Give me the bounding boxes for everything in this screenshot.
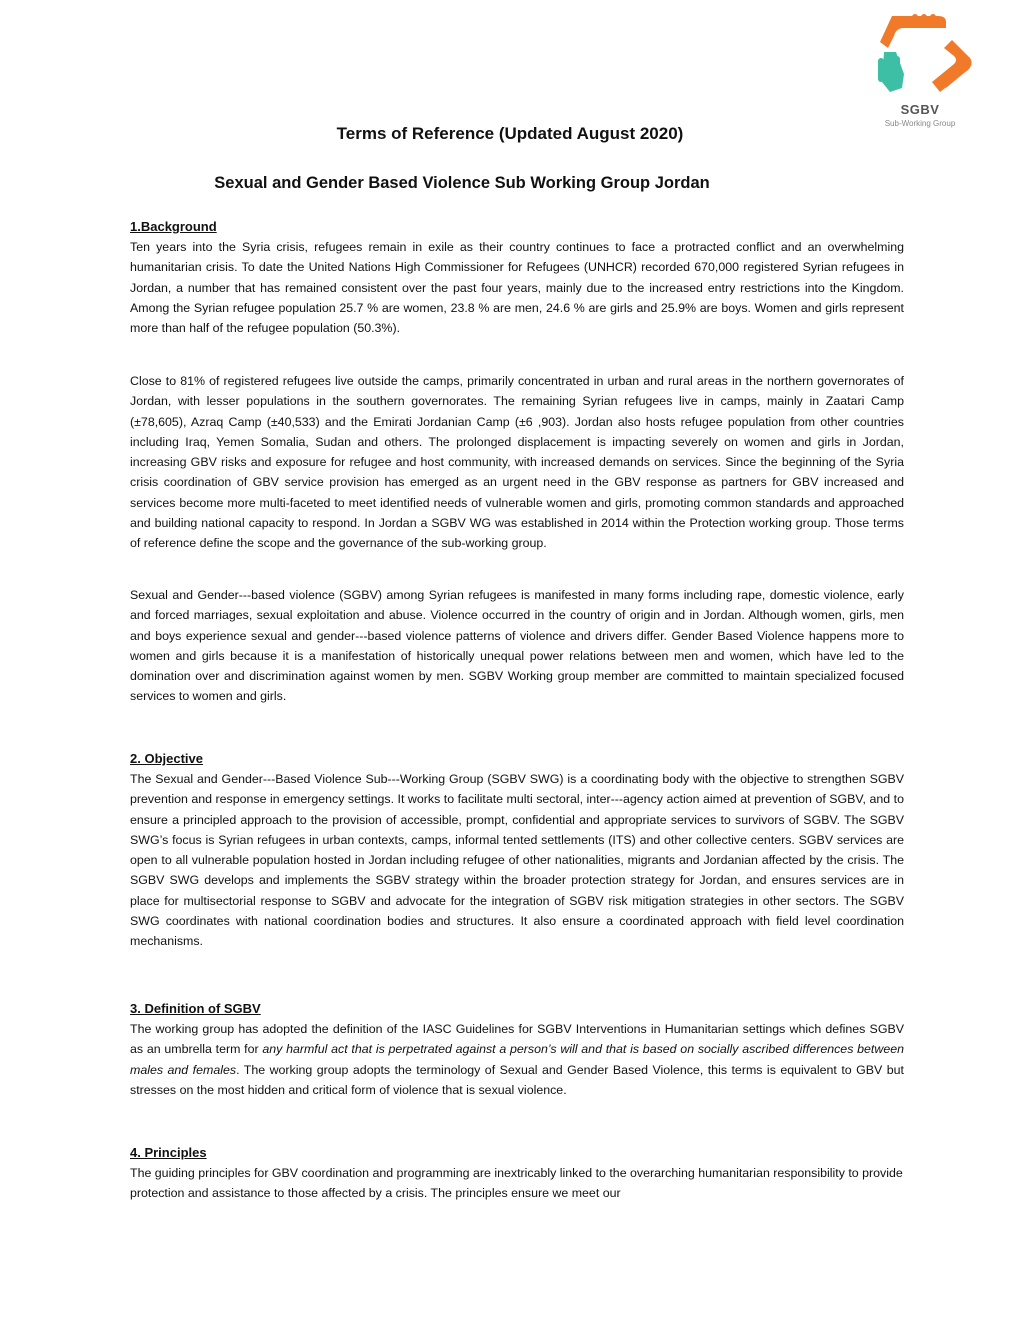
definition-paragraph [130, 1019, 904, 1100]
heading-principles: 4. Principles [130, 1145, 207, 1160]
document-subtitle: Sexual and Gender Based Violence Sub Working Group Jordan [214, 174, 710, 192]
definition-italic-text: any harmful act that is perpetrated against a person’s will and that is based on socially ascribed differences between males and females [130, 1042, 904, 1077]
heading-background: 1.Background [130, 219, 217, 234]
heading-definition: 3. Definition of SGBV [130, 1001, 261, 1016]
heading-objective: 2. Objective [130, 751, 203, 766]
document-title: Terms of Reference (Updated August 2020) [336, 124, 684, 143]
principles-paragraph: The guiding principles for GBV coordination and programming are inextricably linked to the overarching humanitarian responsibility to provide protection and assistance to those affected by a crisis. The principles ensure we meet our [130, 1166, 903, 1201]
background-paragraph-1: Ten years into the Syria crisis, refugees remain in exile as their country continues to face a protracted conflict and an overwhelming humanitarian crisis. To date the United Nations High Commissioner for Refugees (UNHCR) recorded 670,000 registered Syrian refugees in Jordan, a number that has remained consistent over the past four years, mainly due to the increased entry restrictions into the Kingdom. Among the Syrian refugee population 25.7 % are women, 23.8 % are men, 24.6 % are girls and 25.9% are boys. Women and girls represent more than half of the refugee population (50.3%). [130, 240, 904, 336]
logo-subtitle: Sub-Working Group [884, 119, 956, 128]
logo-hand-left [882, 52, 904, 92]
definition-text-start: The working group has adopted the definition of the IASC Guidelines for SGBV Interventions in Humanitarian settings which defines SGBV as an umbrella term for [130, 1022, 904, 1057]
logo-title: SGBV [900, 102, 940, 117]
background-paragraph-3: Sexual and Gender---based violence (SGBV) among Syrian refugees is manifested in many forms including rape, domestic violence, early and forced marriages, sexual exploitation and abuse. Violence occurred in the country of origin and in Jordan. Although women, girls, men and boys experience sexual and gender---based violence patterns of violence and drivers differ. Gender Based Violence happens more to women and girls because it is a manifestation of historically unequal power relations between men and women, which have led to the domination over and discrimination against women by men. SGBV Working group member are committed to maintain specialized focused services to women and girls. [130, 588, 904, 704]
background-paragraph-2: Close to 81% of registered refugees live outside the camps, primarily concentrated in urban and rural areas in the northern governorates of Jordan, with lesser populations in the southern governorates. The remaining Syrian refugees live in camps, mainly in Zaatari Camp (±78,605), Azraq Camp (±40,533) and the Emirati Jordanian Camp (±6 ,903). Jordan also hosts refugee population from other countries including Iraq, Yemen Somalia, Sudan and others. The prolonged displacement is impacting severely on women and girls in Jordan, increasing GBV risks and exposure for refugee and host community, with increased demands on services. Since the beginning of the Syria crisis coordination of GBV service provision has emerged as an urgent need in the GBV response as partners for GBV increased and services become more multi-faceted to meet identified needs of vulnerable women and girls, promoting common standards and approached and building national capacity to respond. In Jordan a SGBV WG was established in 2014 within the Protection working group. Those terms of reference define the scope and the governance of the sub-working group. [130, 374, 904, 551]
sgbv-logo [870, 12, 980, 128]
objective-paragraph: The Sexual and Gender---Based Violence Sub---Working Group (SGBV SWG) is a coordinating body with the objective to strengthen SGBV prevention and response in emergency settings. It works to facilitate multi sectoral, inter---agency action aimed at prevention of SGBV, and to ensure a principled approach to the provision of accessible, prompt, confidential and appropriate services to survivors of SGBV. The SGBV SWG’s focus is Syrian refugees in urban contexts, camps, informal tented settlements (ITS) and other collective centers. SGBV services are open to all vulnerable population hosted in Jordan including refugee of other nationalities, migrants and Jordanian affected by the crisis. The SGBV SWG develops and implements the SGBV strategy within the broader protection strategy for Jordan, and ensures services are in place for multisectorial response to SGBV and advocate for the integration of SGBV risk mitigation strategies in other sectors. The SGBV SWG coordinates with national coordination bodies and structures. It also ensure a coordinated approach with field level coordination mechanisms. [130, 772, 904, 949]
hands-logo-icon [874, 12, 974, 100]
definition-text-end: . The working group adopts the terminology of Sexual and Gender Based Violence, this terms is equivalent to GBV but stresses on the most hidden and critical form of violence that is sexual violence. [130, 1062, 904, 1097]
